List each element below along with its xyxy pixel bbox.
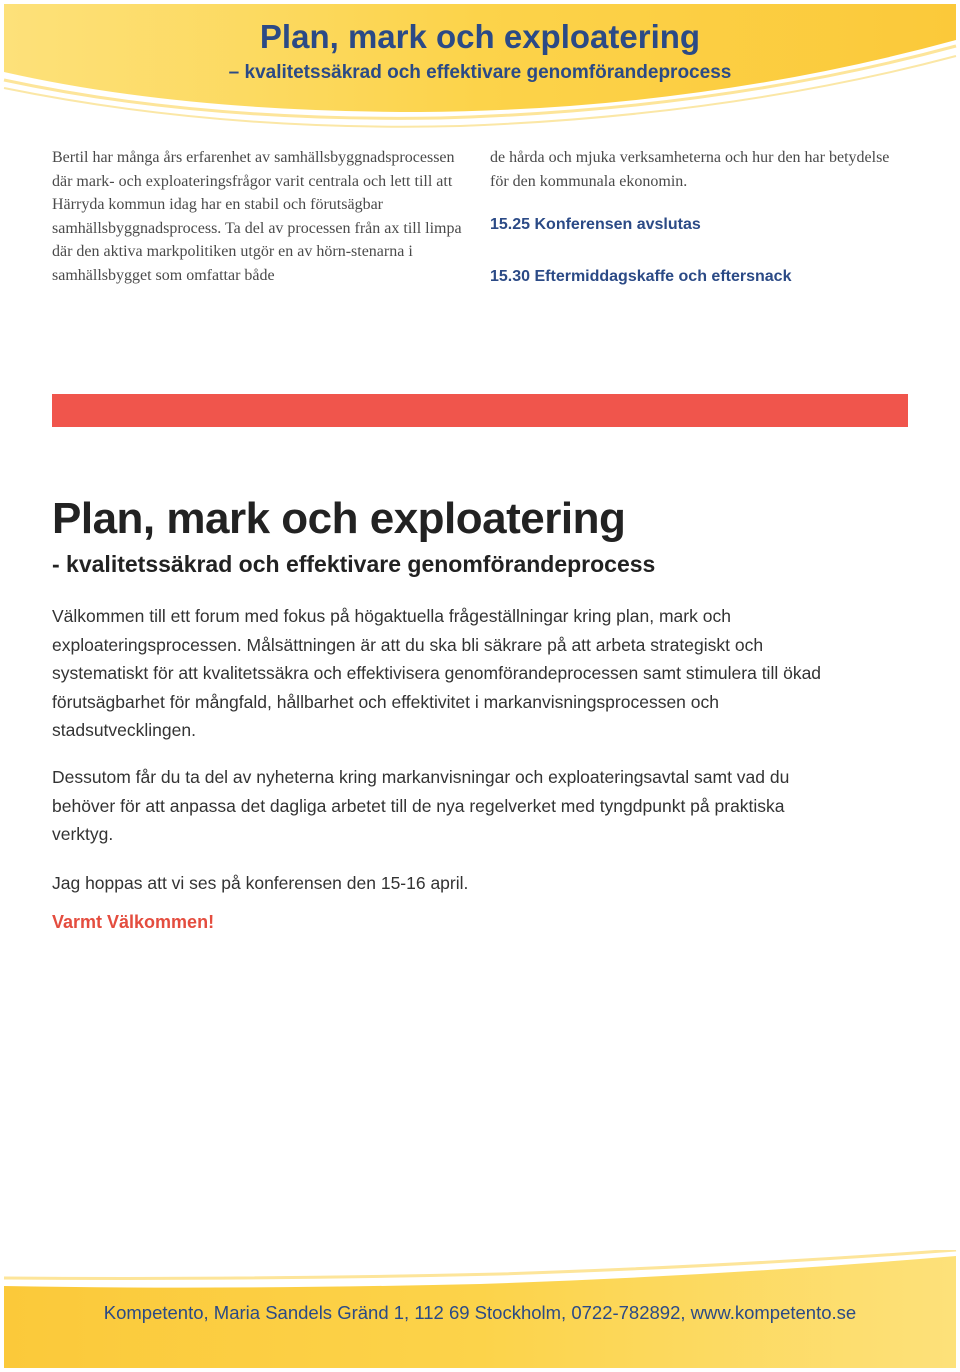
schedule-item-coffee: 15.30 Eftermiddagskaffe och eftersnack: [490, 268, 792, 285]
red-divider-bar: [52, 394, 908, 427]
header-subtitle: – kvalitetssäkrad och effektivare genomförandeprocess: [228, 62, 732, 83]
header-title: Plan, mark och exploatering: [259, 18, 701, 55]
footer-contact: Kompetento, Maria Sandels Gränd 1, 112 69 Stockholm, 0722-782892, www.kompetento.se: [103, 1302, 857, 1323]
intro-left-column: Bertil har många års erfarenhet av samhällsbyggnadsprocessen där mark- och exploateringsfrågor varit centrala och lett till att Härryda kommun idag har en stabil och förutsägbar samhällsbyggnadsprocess. Ta del av processen från ax till limpa där den aktiva markpolitiken utgör en av hörn-stenarna i samhällsbygget som omfattar både: [52, 149, 462, 284]
invite-subtitle: - kvalitetssäkrad och effektivare genomförandeprocess: [52, 551, 656, 577]
footer-band: [0, 1250, 960, 1372]
invite-paragraph-2: Dessutom får du ta del av nyheterna kring markanvisningar och exploateringsavtal samt vad du behöver för att anpassa det dagliga arbetet till de nya regelverket med tyngdpunkt på praktiska verktyg.: [52, 767, 790, 844]
schedule-item-closing: 15.25 Konferensen avslutas: [490, 216, 701, 233]
invite-paragraph-1: Välkommen till ett forum med fokus på högaktuella frågeställningar kring plan, mark och exploateringsprocessen. Målsättningen är att du ska bli säkrare på att arbeta strategiskt och systematiskt för att kvalitetssäkra och effektivisera genomförandeprocessen samt stimulera till ökad förutsägbarhet för mångfald, hållbarhet och effektivitet i markanvisningsprocessen och stadsutvecklingen.: [52, 606, 822, 740]
invite-title: Plan, mark och exploatering: [52, 494, 626, 543]
header-band: [0, 0, 960, 150]
invite-closing: Varmt Välkommen!: [52, 912, 215, 932]
invite-paragraph-3: Jag hoppas att vi ses på konferensen den 15-16 april.: [52, 873, 469, 893]
intro-right-column: de hårda och mjuka verksamheterna och hur den har betydelse för den kommunala ekonomin.: [490, 149, 890, 190]
